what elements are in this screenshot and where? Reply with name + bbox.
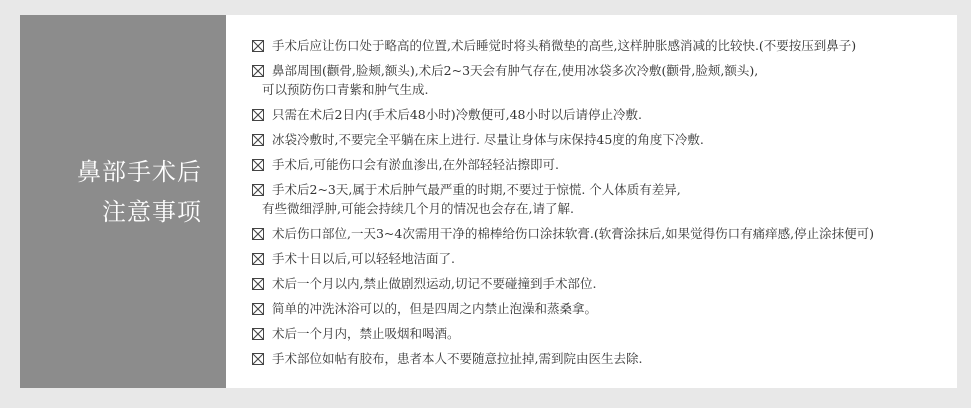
title-line-1: 鼻部手术后 [77, 158, 202, 186]
list-item [252, 61, 874, 99]
item-text: 手术后应让伤口处于略高的位置,术后睡觉时将头稍微垫的高些,这样肿胀感消减的比较快.(不要按压到鼻子) [272, 38, 857, 53]
checked-box-icon [252, 353, 264, 365]
checked-box-icon [252, 134, 264, 146]
list-item [252, 324, 874, 343]
list-item [252, 105, 874, 124]
item-text: 鼻部周围(颧骨,脸颊,额头),术后2~3天会有肿气存在,使用冰袋多次冷敷(颧骨,脸颊,额头), [272, 63, 759, 78]
item-text: 手术十日以后,可以轻轻地洁面了. [272, 251, 455, 266]
list-item [252, 349, 874, 368]
checked-box-icon [252, 65, 264, 77]
item-continuation: 可以预防伤口青紫和肿气生成. [262, 82, 429, 97]
list-item [252, 274, 874, 293]
list-item [252, 130, 874, 149]
item-text: 只需在术后2日内(手术后48小时)冷敷便可,48小时以后请停止冷敷. [272, 107, 642, 122]
item-text: 手术后,可能伤口会有淤血渗出,在外部轻轻沾擦即可. [272, 157, 559, 172]
item-text: 手术后2~3天,属于术后肿气最严重的时期,不要过于惊慌. 个人体质有差异, [272, 182, 681, 197]
notice-panel [20, 15, 957, 388]
list-item [252, 224, 874, 243]
item-text: 术后一个月内，禁止吸烟和喝酒。 [272, 326, 460, 341]
list-item [252, 155, 874, 174]
checked-box-icon [252, 228, 264, 240]
list-item [252, 249, 874, 268]
item-text: 冰袋冷敷时,不要完全平躺在床上进行. 尽量让身体与床保持45度的角度下冷敷. [272, 132, 704, 147]
checked-box-icon [252, 253, 264, 265]
section-title [77, 152, 202, 232]
checked-box-icon [252, 278, 264, 290]
checked-box-icon [252, 40, 264, 52]
item-text: 术后一个月以内,禁止做剧烈运动,切记不要碰撞到手术部位. [272, 276, 597, 291]
list-item [252, 180, 874, 218]
checked-box-icon [252, 328, 264, 340]
item-text: 术后伤口部位,一天3~4次需用干净的棉棒给伤口涂抹软膏.(软膏涂抹后,如果觉得伤口有痛痒感,停止涂抹便可) [272, 226, 875, 241]
item-text: 手术部位如帖有胶布，患者本人不要随意拉扯掉,需到院由医生去除. [272, 351, 643, 366]
list-item [252, 36, 874, 55]
item-continuation: 有些微细浮肿,可能会持续几个月的情况也会存在,请了解. [262, 201, 574, 216]
notice-content [226, 15, 957, 388]
list-item [252, 299, 874, 318]
title-line-2: 注意事项 [102, 198, 202, 226]
checked-box-icon [252, 109, 264, 121]
item-text: 简单的冲洗沐浴可以的，但是四周之内禁止泡澡和蒸桑拿。 [272, 301, 598, 316]
checked-box-icon [252, 184, 264, 196]
sidebar [20, 15, 226, 388]
checked-box-icon [252, 303, 264, 315]
notice-list [252, 36, 874, 374]
checked-box-icon [252, 159, 264, 171]
